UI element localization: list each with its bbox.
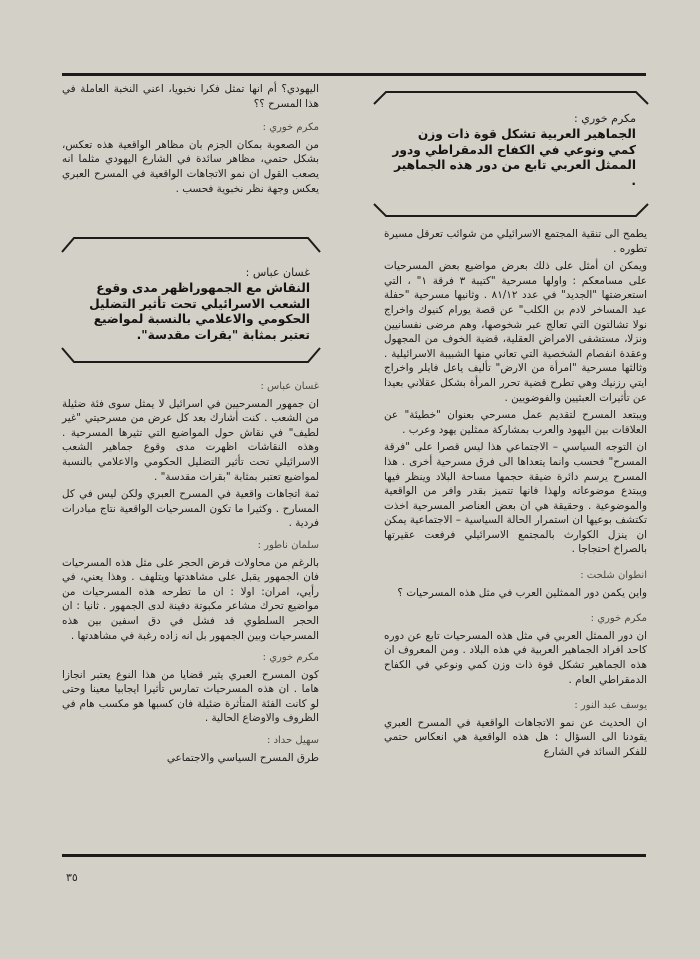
paragraph: ثمة اتجاهات واقعية في المسرح العبري ولكن ليس في كل المسارح . وكثيرا ما تكون المسرحيات الواقعية نتاج مبادرات فردية . [62, 488, 319, 530]
speaker-label: سلمان ناطور : [257, 539, 319, 551]
paragraph: ويمكن ان أمثل على ذلك بعرض مواضيع بعض المسرحيات على مسامعكم : واولها مسرحية "كتيبة ٣ فرقة ١" ، التي استعرضتها "الجديد" في عدد ٨١/١٢ . وثانيها مسرحية "حفلة عيد المساخر لادم بن الكلب" عن قصة يورام كنيوك واخراج نولا تشالتون التي تعالج عبر شخوصها، وهم مرضى نفسانيين ونزلا، مستشفى الامراض العقلية، قضية الخوف من المجهول وعقدة انفصام الشخصية التي تعاني منها الشبيبة الاسرائيلية . وثالثها مسرحية "امرأة من الارض" تأليف ياعل فايلر واخراج ايتي رزنيك وهي تطرح قضية تحرر المرأة بشكل عقلاني بعيدا عن تأثيرات العبثيين والفوضويين . [384, 260, 648, 404]
paragraph: بالرغم من محاولات فرض الحجر على مثل هذه المسرحيات فان الجمهور يقبل على مشاهدتها ويتلهف . وهذا يعني، في رأيي، امران: اولا : ان ما تطرحه هذه المسرحيات من مواضيع تحرك مشاعر مكبوتة دفينة لدى الجمهور . ثانيا : ان الحجر السلطوي قد فشل في دق اسفين بين هذه المسرحيات وبين الجمهور بل انه زاده رغبة في مشاهدتها . [62, 556, 319, 642]
speaker-label: مكرم خوري : [262, 652, 319, 664]
paragraph: ان التوجه السياسي – الاجتماعي هذا ليس قصرا على "فرقة المسرح" فحسب وانما يتعداها الى فرق مسرحية أخرى . هذا المسرح يرسم دائرة ضيقة حجمها مساحة البلاد وينظر فيها ويبتدع موضوعاته ولهذا فانها تتميز بقدر وافر من الواقعية والموضوعية . وحقيقة هي ان بعض العناصر المسرحية اخذت تكتشف بوعيها ان استمرار الحالة السياسية – الاجتماعية يمكن ان ينزل الكوارث بالمجتمع الاسرائيلي فرفعت عقيرتها بالصراخ احتجاجا . [384, 441, 647, 556]
speaker-label: سهيل حداد : [267, 735, 319, 747]
right-column [384, 227, 647, 763]
paragraph: من الصعوبة بمكان الجزم بان مظاهر الواقعية هذه تعكس، بشكل حتمي، مظاهر سائدة في الشارع اليهودي مثلما انه يصعب القول ان نمو الاتجاهات الواقعية في المسرح العبري يعكس وجهة نظر نخبوية فحسب . [62, 138, 319, 195]
paragraph: اليهودي؟ أم انها تمثل فكرا نخبويا، اعني النخبة العاملة في هذا المسرح ؟؟ [62, 83, 319, 110]
top-rule [62, 73, 646, 76]
headline-text: الجماهير العربية تشكل قوة ذات وزن كمي ونوعي في الكفاح الدمقراطي ودور الممثل العربي تابع من دور هذه الجماهير . [392, 127, 636, 188]
paragraph: يطمح الى تنقية المجتمع الاسرائيلي من شوائب تعرقل مسيرة تطوره . [384, 228, 647, 255]
bottom-rule [62, 854, 646, 857]
paragraph: واين يكمن دور الممثلين العرب في مثل هذه المسرحيات ؟ [397, 586, 647, 599]
left-column-body [62, 374, 319, 768]
paragraph: كون المسرح العبري يثير قضايا من هذا النوع يعتبر انجازا هاما . ان هذه المسرحيات تمارس تأثيرا ايجابيا معينا وحتى لو كانت الفئة المتأثرة ضئيلة فان كسبها هو مكسب هام في الظروف والاوضاع الحالية . [62, 668, 319, 725]
right-headline-box [372, 90, 650, 220]
paragraph: ان جمهور المسرحيين في اسرائيل لا يمثل سوى فئة ضئيلة من الشعب . كنت أشارك بعد كل عرض من مسرحيتي "غير لطيف" في نقاش حول المواضيع التي تثيرها المسرحية . وهذه النقاشات اظهرت مدى وقوع جماهير الشعب الاسرائيلي تحت تأثير التضليل الحكومي والاعلامي بالنسبة لمواضيع تعتبر بمثابة "بقرات مقدسة" . [62, 397, 319, 483]
paragraph: طرق المسرح السياسي والاجتماعي [166, 751, 319, 764]
speaker-label: مكرم خوري : [590, 613, 647, 625]
paragraph: ان الحديث عن نمو الاتجاهات الواقعية في المسرح العبري يقودنا الى السؤال : هل هذه الواقعية هي انعكاس حتمي للفكر السائد في الشارع [384, 716, 647, 758]
speaker-label: غسان عباس : [260, 381, 319, 392]
speaker-label: مكرم خوري : [262, 122, 319, 134]
left-headline-box [60, 232, 322, 372]
speaker-label: يوسف عبد النور : [574, 700, 647, 712]
page-number: ٣٥ [66, 871, 78, 884]
headline-speaker: غسان عباس : [245, 266, 310, 279]
speaker-label: انطوان شلحت : [580, 570, 647, 582]
paragraph: ويبتعد المسرح لتقديم عمل مسرحي بعنوان "خطيئة" عن العلاقات بين اليهود والعرب بمشاركة ممثلين يهود وعرب . [384, 409, 647, 436]
left-column-top [62, 82, 319, 199]
headline-text: النقاش مع الجمهوراظهر مدى وقوع الشعب الاسرائيلي تحت تأثير التضليل الحكومي والاعلامي بالنسبة لمواضيع تعتبر بمثابة "بقرات مقدسة". [89, 281, 310, 342]
paragraph: ان دور الممثل العربي في مثل هذه المسرحيات تابع عن دوره كاحد افراد الجماهير العربية في هذه البلاد . ومن المعروف ان هذه الجماهير تشكل قوة ذات وزن كمي ونوعي في الكفاح الدمقراطي العام . [384, 629, 647, 686]
headline-speaker: مكرم خوري : [574, 112, 636, 125]
